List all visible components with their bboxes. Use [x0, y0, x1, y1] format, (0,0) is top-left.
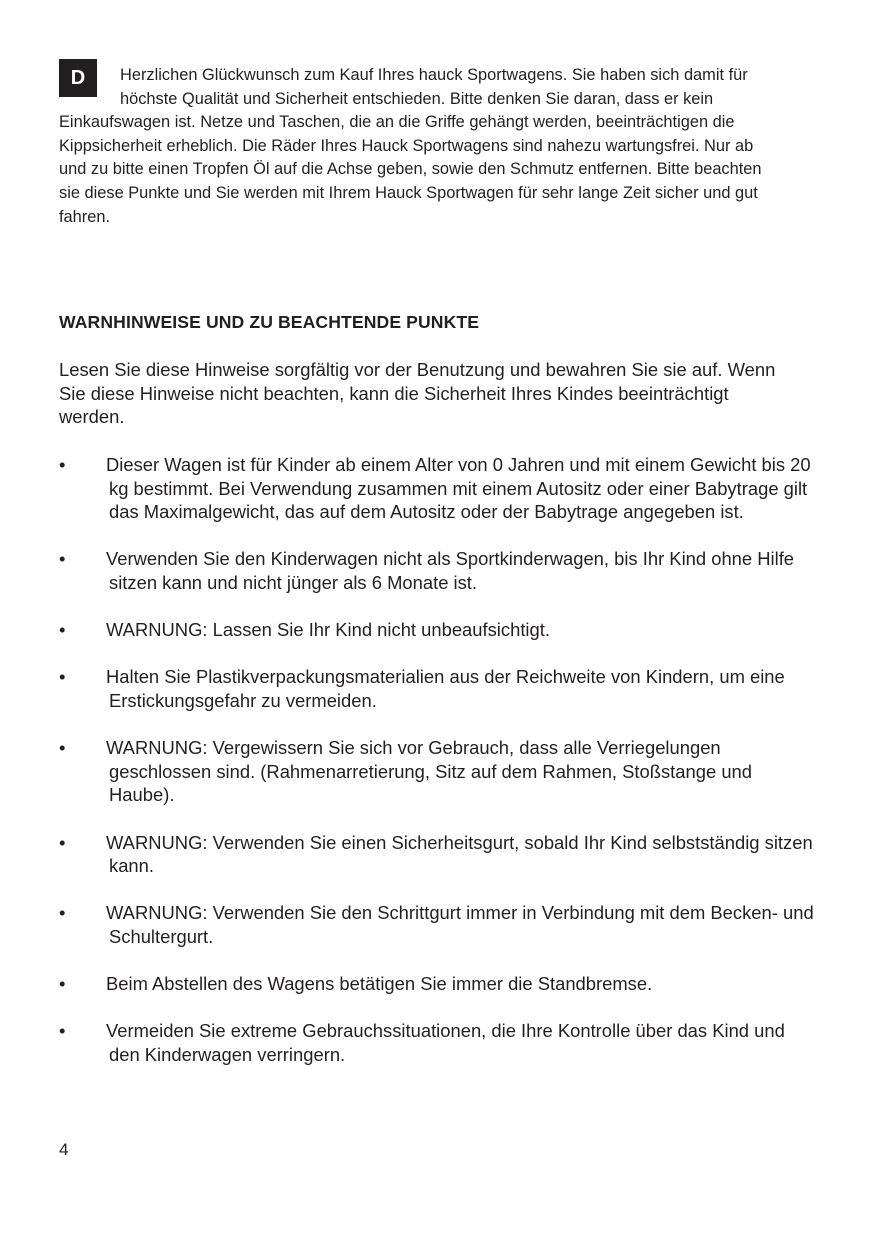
bullet-icon: • [59, 548, 66, 570]
bullet-icon: • [59, 902, 66, 924]
bullet-icon: • [59, 1020, 66, 1042]
section-heading: WARNHINWEISE UND ZU BEACHTENDE PUNKTE [59, 312, 480, 332]
warning-item [59, 901, 819, 948]
warning-text: WARNUNG: Vergewissern Sie sich vor Gebrauch, dass alle Verriegelungen geschlossen sind. (Rahmenarretierung, Sitz auf dem Rahmen, Stoßstange und Haube). [106, 737, 752, 806]
page-number: 4 [59, 1140, 69, 1159]
intro-text: Herzlichen Glückwunsch zum Kauf Ihres hauck Sportwagens. Sie haben sich damit für höchste Qualität und Sicherheit entschieden. Bitte denken Sie daran, dass er kein Einkaufswagen ist. Netze und Taschen, die an die Griffe gehängt werden, beeinträchtigen die Kippsicherheit erheblich. Die Räder Ihres Hauck Sportwagens sind nahezu wartungsfrei. Nur ab und zu bitte einen Tropfen Öl auf die Achse geben, sowie den Schmutz entfernen. Bitte beachten sie diese Punkte und Sie werden mit Ihrem Hauck Sportwagen für sehr lange Zeit sicher und gut fahren. [59, 66, 762, 226]
warning-item [59, 1019, 819, 1066]
warning-text: Dieser Wagen ist für Kinder ab einem Alter von 0 Jahren und mit einem Gewicht bis 20 kg bestimmt. Bei Verwendung zusammen mit einem Autositz oder einer Babytrage gilt das Maximalgewicht, das auf dem Autositz oder der Babytrage angegeben ist. [106, 454, 811, 523]
warning-list [59, 453, 819, 1090]
bullet-icon: • [59, 831, 66, 853]
badge-spacer [59, 64, 120, 110]
bullet-icon: • [59, 619, 66, 641]
warning-text: WARNUNG: Verwenden Sie einen Sicherheitsgurt, sobald Ihr Kind selbstständig sitzen kann. [106, 831, 813, 877]
warning-text: Verwenden Sie den Kinderwagen nicht als Sportkinderwagen, bis Ihr Kind ohne Hilfe sitzen kann und nicht jünger als 6 Monate ist. [106, 548, 795, 593]
warning-item [59, 547, 819, 594]
warning-item [59, 665, 819, 712]
warning-text: WARNUNG: Verwenden Sie den Schrittgurt immer in Verbindung mit dem Becken- und Schultergurt. [106, 902, 814, 947]
lead-paragraph: Lesen Sie diese Hinweise sorgfältig vor der Benutzung und bewahren Sie sie auf. Wenn Sie diese Hinweise nicht beachten, kann die Sicherheit Ihres Kindes beeinträchtigt werden. [59, 359, 776, 428]
warning-item [59, 736, 819, 807]
bullet-icon: • [59, 737, 66, 759]
bullet-icon: • [59, 454, 66, 475]
warning-text: Vermeiden Sie extreme Gebrauchssituationen, die Ihre Kontrolle über das Kind und den Kinderwagen verringern. [106, 1020, 785, 1065]
warning-text: WARNUNG: Lassen Sie Ihr Kind nicht unbeaufsichtigt. [106, 619, 550, 641]
bullet-icon: • [59, 666, 66, 688]
warning-item [59, 831, 819, 878]
intro-paragraph [59, 64, 779, 229]
warning-text: Beim Abstellen des Wagens betätigen Sie immer die Standbremse. [106, 973, 653, 995]
warning-text: Halten Sie Plastikverpackungsmaterialien aus der Reichweite von Kindern, um eine Erstickungsgefahr zu vermeiden. [106, 666, 785, 711]
language-badge: D [59, 59, 97, 97]
bullet-icon: • [59, 973, 66, 995]
warning-item [59, 453, 819, 524]
warning-item [59, 618, 819, 642]
warning-item [59, 972, 819, 996]
